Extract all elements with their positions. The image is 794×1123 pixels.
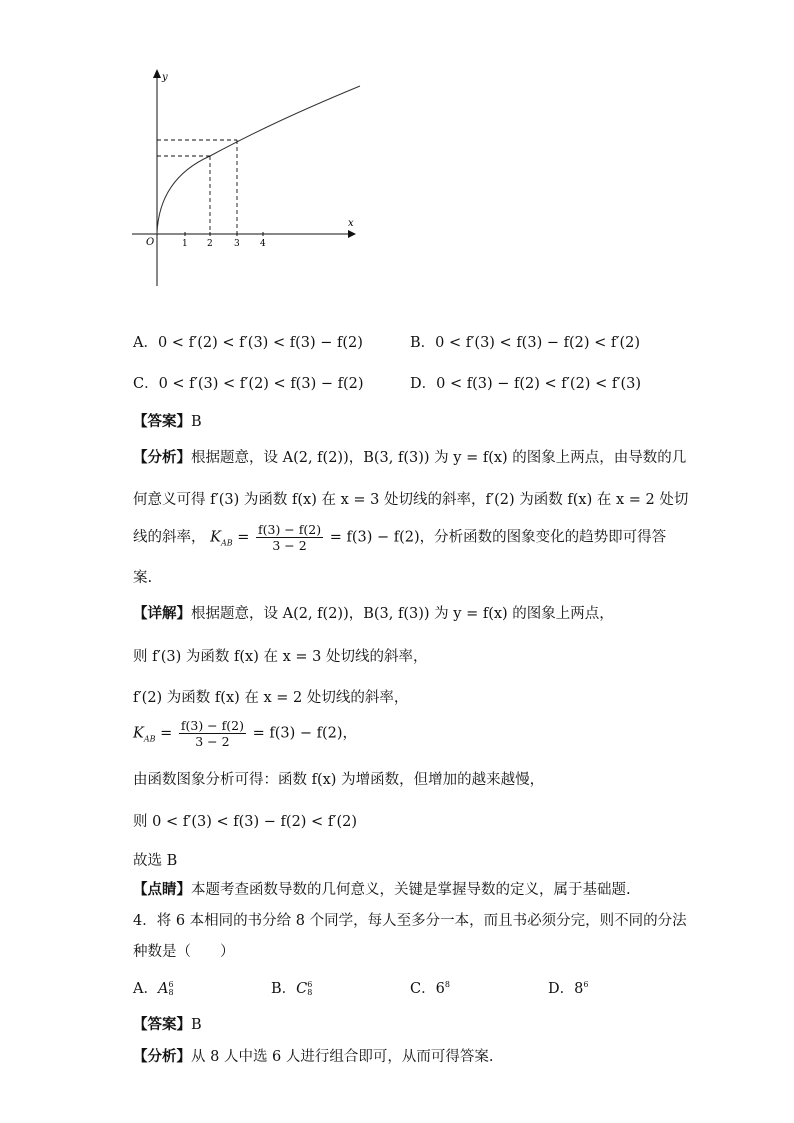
y-axis-label: y (162, 72, 168, 83)
q3-option-a: A．0 < f′(2) < f′(3) < f(3) − f(2) (133, 335, 363, 351)
q3-analysis-line-3 (133, 522, 666, 553)
q3-option-d: D．0 < f(3) − f(2) < f′(2) < f′(3) (410, 376, 642, 392)
x-axis-label: x (348, 218, 354, 229)
answer-text: B (191, 414, 202, 430)
k-subscript-2: AB (143, 734, 156, 744)
q4-option-b (271, 977, 312, 998)
comment-text: 本题考查函数导数的几何意义，关键是掌握导数的定义，属于基础题. (191, 882, 631, 898)
q4-option-b-label: B． (271, 981, 297, 997)
equals-2: = (160, 725, 173, 742)
q3-detail-line-5: 由函数图象分析可得：函数 f(x) 为增函数，但增加的越来越慢， (133, 772, 545, 788)
slope-fraction (256, 522, 323, 553)
q4-option-a-symbol: A (157, 981, 169, 997)
q4-stem-line-2: 种数是（ ） (133, 944, 235, 960)
detail-tag: 【详解】 (133, 605, 191, 622)
tick-label-4: 4 (260, 239, 266, 249)
q4-option-d-sup: 6 (583, 980, 589, 990)
q3-answer (133, 410, 202, 431)
q4-option-b-sub: 8 (307, 988, 313, 997)
equals: = (237, 529, 250, 546)
q3-detail-line-1 (133, 602, 614, 623)
fraction-denominator: 3 − 2 (272, 538, 307, 553)
analysis-text-3-pre: 线的斜率， (133, 529, 206, 546)
function-curve (157, 86, 360, 234)
q4-option-d (548, 977, 588, 998)
q3-detail-line-7: 故选 B (133, 853, 178, 869)
y-axis-arrow (153, 69, 161, 78)
origin-label: O (146, 237, 155, 248)
tick-label-1: 1 (182, 239, 188, 249)
q3-comment (133, 878, 631, 899)
q3-detail-line-2: 则 f′(3) 为函数 f(x) 在 x = 3 处切线的斜率， (133, 649, 428, 665)
q4-option-a-label: A． (133, 981, 158, 997)
answer-tag: 【答案】 (133, 413, 191, 430)
k-subscript: AB (220, 538, 233, 548)
q3-analysis-line-2: 何意义可得 f′(3) 为函数 f(x) 在 x = 3 处切线的斜率，f′(2) 为函数 f(x) 在 x = 2 处切 (133, 492, 689, 508)
slope-fraction-2 (179, 718, 246, 749)
analysis-text-1: 根据题意，设 A(2, f(2))，B(3, f(3)) 为 y = f(x) 的图象上两点，由导数的几 (191, 450, 687, 466)
q4-stem-line-1: 4．将 6 本相同的书分给 8 个同学，每人至多分一本，而且书必须分完，则不同的分法 (133, 913, 687, 929)
q3-detail-line-4 (133, 718, 357, 749)
q4-analysis-tag: 【分析】 (133, 1048, 191, 1065)
q3-option-c: C．0 < f′(3) < f′(2) < f(3) − f(2) (133, 376, 364, 392)
k-symbol: K (210, 529, 221, 546)
q4-option-a (133, 977, 174, 998)
q4-option-a-sub: 8 (168, 988, 174, 997)
detail-text-1: 根据题意，设 A(2, f(2))，B(3, f(3)) 为 y = f(x) 的图象上两点， (191, 606, 614, 622)
q4-option-a-sup: 6 (168, 980, 174, 989)
q4-option-b-sup: 6 (307, 980, 313, 989)
analysis-text-3-post: = f(3) − f(2)，分析函数的图象变化的趋势即可得答 (329, 529, 667, 546)
q4-option-d-label: D．8 (548, 981, 584, 997)
q4-option-c (410, 977, 450, 998)
analysis-tag: 【分析】 (133, 449, 191, 466)
q3-detail-line-3: f′(2) 为函数 f(x) 在 x = 2 处切线的斜率， (133, 690, 409, 706)
q4-analysis-text: 从 8 人中选 6 人进行组合即可，从而可得答案. (191, 1049, 494, 1065)
q3-option-b: B．0 < f′(3) < f(3) − f(2) < f′(2) (410, 335, 641, 351)
k-symbol-2: K (133, 725, 144, 742)
q3-analysis-line-4: 案. (133, 570, 153, 586)
fraction-denominator-2: 3 − 2 (195, 734, 230, 749)
q4-option-c-label: C．6 (410, 981, 445, 997)
q4-option-b-symbol: C (296, 981, 308, 997)
fraction-numerator: f(3) − f(2) (257, 522, 322, 537)
tick-label-3: 3 (234, 239, 240, 249)
q3-analysis-line-1 (133, 446, 686, 467)
x-axis-arrow (348, 230, 356, 238)
fraction-numerator-2: f(3) − f(2) (180, 718, 244, 733)
q3-detail-line-6: 则 0 < f′(3) < f(3) − f(2) < f′(2) (133, 814, 358, 830)
detail-text-4-post: = f(3) − f(2)， (252, 725, 358, 742)
q4-answer-tag: 【答案】 (133, 1016, 191, 1033)
function-graph (120, 64, 365, 289)
comment-tag: 【点睛】 (133, 881, 191, 898)
q4-analysis (133, 1045, 494, 1066)
q4-answer (133, 1013, 202, 1034)
q4-answer-text: B (191, 1017, 202, 1033)
tick-label-2: 2 (207, 239, 213, 249)
q4-option-c-sup: 8 (444, 980, 450, 990)
